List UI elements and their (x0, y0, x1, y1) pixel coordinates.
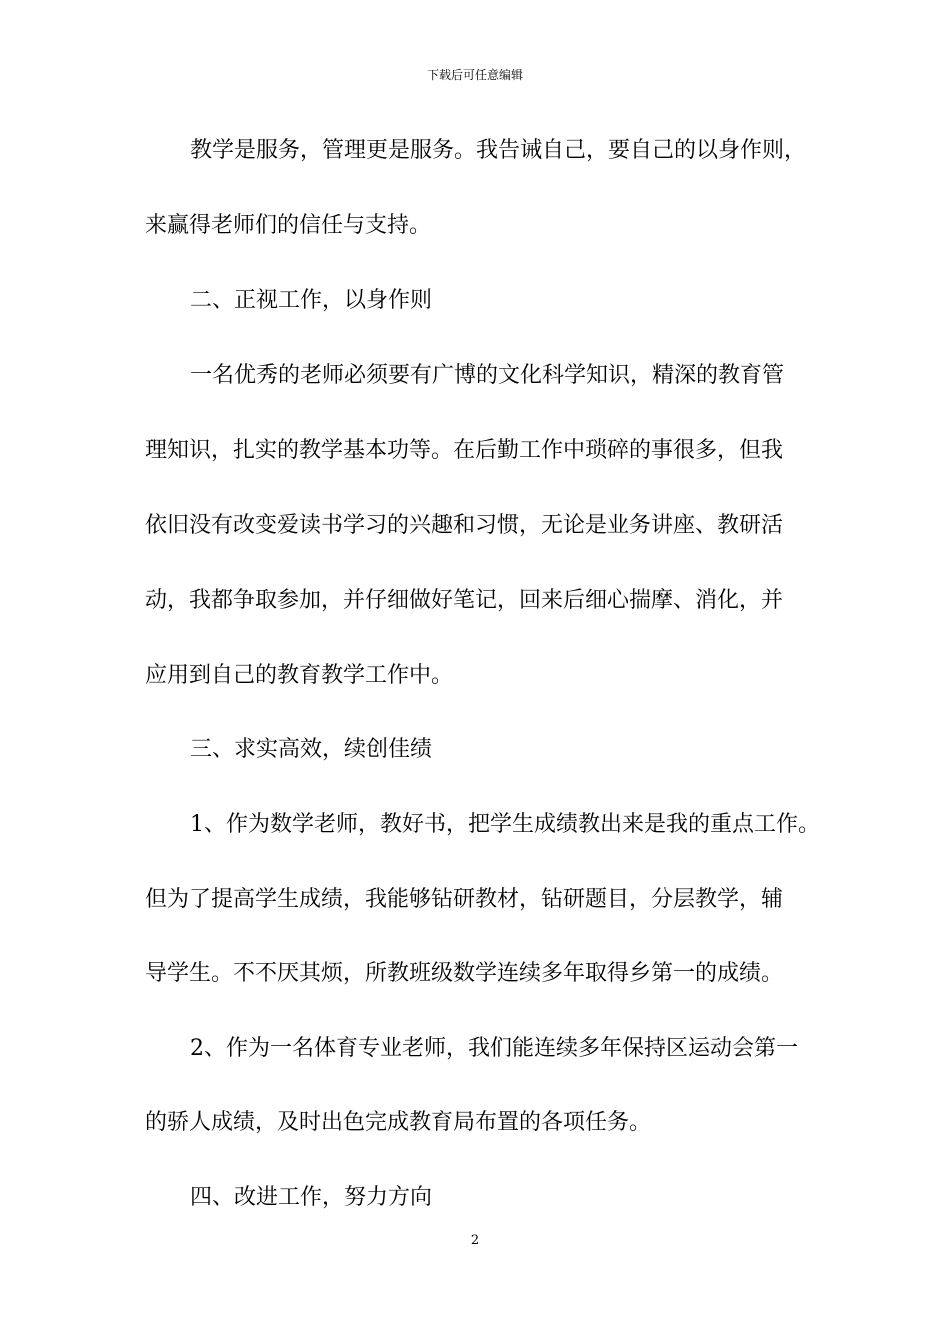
body-line: 来赢得老师们的信任与支持。 (145, 213, 432, 238)
header-note: 下载后可任意编辑 (426, 68, 523, 82)
body-line: 理知识，扎实的教学基本功等。在后勤工作中琐碎的事很多，但我 (145, 438, 784, 463)
body-line: 依旧没有改变爱读书学习的兴趣和习惯，无论是业务讲座、教研活 (145, 513, 784, 538)
body-line: 1、作为数学老师，教好书，把学生成绩教出来是我的重点工作。 (190, 812, 820, 837)
section-heading: 二、正视工作，以身作则 (190, 288, 433, 313)
body-line: 但为了提高学生成绩，我能够钻研教材，钻研题目，分层教学，辅 (145, 887, 784, 912)
body-line: 2、作为一名体育专业老师，我们能连续多年保持区运动会第一 (190, 1036, 798, 1061)
body-line: 动，我都争取参加，并仔细做好笔记，回来后细心揣摩、消化，并 (145, 588, 784, 613)
page-number: 2 (470, 1233, 480, 1248)
section-heading: 四、改进工作，努力方向 (190, 1185, 433, 1210)
body-line: 应用到自己的教育教学工作中。 (145, 663, 454, 688)
body-line: 教学是服务，管理更是服务。我告诫自己，要自己的以身作则， (190, 138, 807, 163)
section-heading: 三、求实高效，续创佳绩 (190, 737, 433, 762)
body-line: 的骄人成绩，及时出色完成教育局布置的各项任务。 (145, 1110, 652, 1135)
body-line: 导学生。不不厌其烦，所教班级数学连续多年取得乡第一的成绩。 (145, 961, 784, 986)
body-line: 一名优秀的老师必须要有广博的文化科学知识，精深的教育管 (190, 363, 785, 388)
